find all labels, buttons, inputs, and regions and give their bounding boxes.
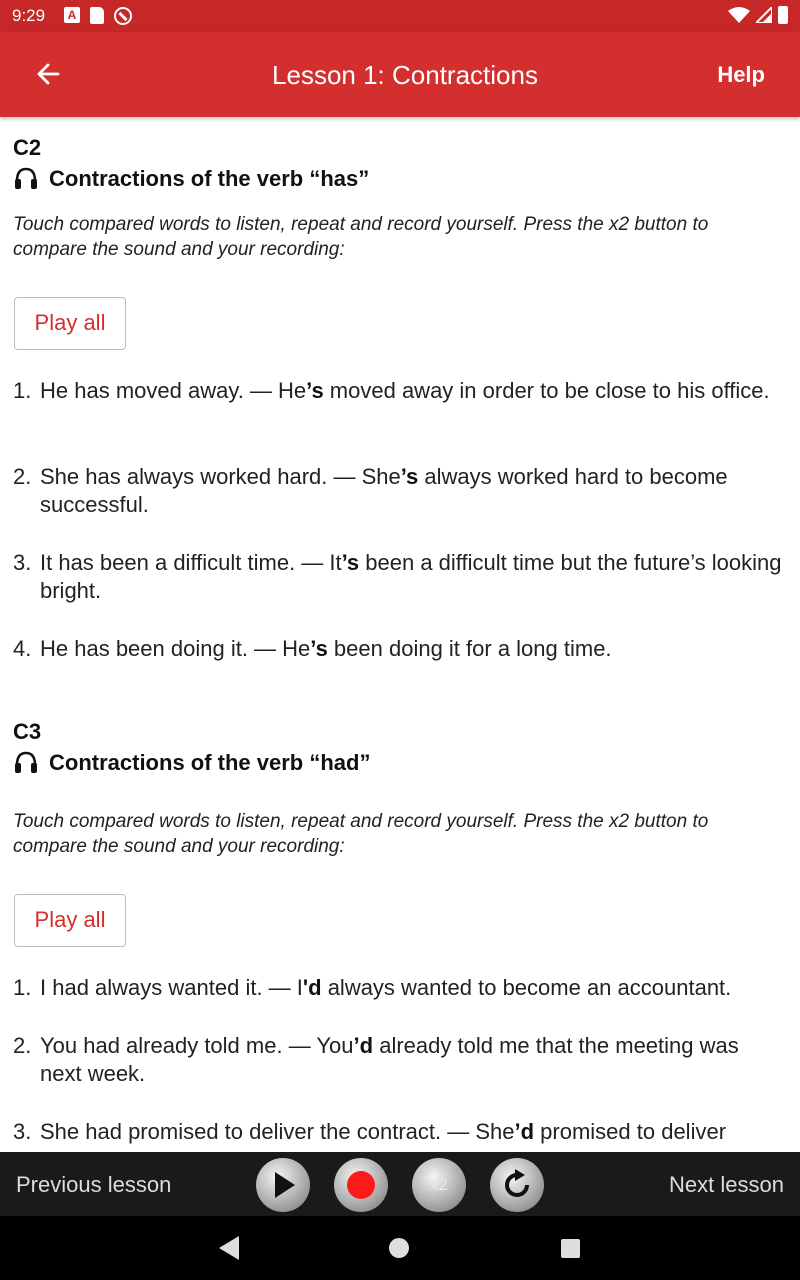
item-number: 1. (13, 975, 32, 1000)
item-text: It has been a difficult time. — It (40, 550, 342, 575)
headphones-icon (13, 166, 39, 192)
item-number: 1. (13, 378, 32, 403)
system-icons (728, 6, 788, 24)
contraction: ’d (353, 1033, 374, 1058)
wifi-icon (728, 7, 750, 23)
nav-home-icon[interactable] (389, 1238, 409, 1258)
list-item[interactable] (13, 549, 783, 605)
x2-icon: x2 (430, 1175, 448, 1194)
list-item[interactable] (13, 463, 783, 519)
lesson-content[interactable] (0, 117, 800, 1152)
item-text: She has always worked hard. — She (40, 464, 401, 489)
play-all-button[interactable]: Play all (14, 297, 126, 350)
play-button[interactable] (256, 1158, 310, 1212)
item-text: moved away in order to be close to his office. (323, 378, 770, 403)
player-bar (0, 1152, 800, 1216)
nav-recents-icon[interactable] (561, 1239, 580, 1258)
play-icon (269, 1170, 297, 1200)
item-number: 2. (13, 464, 32, 489)
item-number: 2. (13, 1033, 32, 1058)
item-text: He has been doing it. — He (40, 636, 311, 661)
record-icon (347, 1171, 375, 1199)
replay-icon (499, 1167, 535, 1203)
section-title: Contractions of the verb “has” (49, 166, 370, 191)
status-time: 9:29 (12, 6, 46, 25)
nav-back-icon[interactable] (219, 1236, 239, 1260)
headphones-icon (13, 750, 39, 776)
contraction: ’s (341, 550, 360, 575)
contraction: 'd (302, 975, 322, 1000)
item-text: always worked hard to become successful. (40, 464, 728, 517)
item-text: already told me that the meeting was next week. (40, 1033, 739, 1086)
section-title: Contractions of the verb “had” (49, 750, 371, 775)
list-item[interactable] (13, 1032, 783, 1088)
list-item[interactable] (13, 635, 783, 663)
contraction: ’s (310, 636, 328, 661)
play-all-button[interactable]: Play all (14, 894, 126, 947)
record-button[interactable] (334, 1158, 388, 1212)
item-number: 4. (13, 636, 32, 661)
page-title: Lesson 1: Contractions (272, 60, 538, 90)
app-bar (0, 32, 800, 117)
instruction-text: Touch compared words to listen, repeat and record yourself. Press the x2 button to compare the sound and your recording: (13, 214, 709, 260)
item-text: I had always wanted it. — I (40, 975, 303, 1000)
item-text: You had already told me. — You (40, 1033, 354, 1058)
a-notification-icon: A (64, 7, 80, 23)
battery-icon (778, 6, 788, 24)
item-text: promised to deliver (534, 1119, 727, 1144)
item-text: She had promised to deliver the contract. — She (40, 1119, 515, 1144)
section-code: C2 (13, 135, 42, 160)
help-button[interactable]: Help (717, 62, 765, 87)
section-heading (13, 750, 370, 776)
section-code: C3 (13, 719, 42, 744)
list-item[interactable] (13, 377, 783, 405)
next-lesson-button[interactable]: Next lesson (669, 1172, 784, 1197)
section-heading (13, 166, 369, 192)
signal-icon (756, 7, 772, 23)
item-text: always wanted to become an accountant. (321, 975, 732, 1000)
item-text: He has moved away. — He (40, 378, 307, 403)
item-text: been a difficult time but the future’s looking bright. (40, 550, 782, 603)
contraction: ’s (306, 378, 324, 403)
system-nav-bar (0, 1216, 800, 1280)
item-number: 3. (13, 550, 32, 575)
item-number: 3. (13, 1119, 32, 1144)
item-text: been doing it for a long time. (327, 636, 612, 661)
instruction-text: Touch compared words to listen, repeat and record yourself. Press the x2 button to compare the sound and your recording: (13, 811, 709, 857)
do-not-disturb-icon (114, 7, 132, 25)
notification-icons (64, 7, 132, 25)
sd-card-icon (90, 7, 104, 24)
previous-lesson-button[interactable]: Previous lesson (16, 1172, 172, 1197)
status-bar (0, 0, 800, 32)
replay-button[interactable] (490, 1158, 544, 1212)
list-item[interactable] (13, 974, 783, 1002)
list-item[interactable] (13, 1118, 783, 1146)
contraction: ’d (514, 1119, 535, 1144)
compare-x2-button[interactable] (412, 1158, 466, 1212)
contraction: ’s (400, 464, 419, 489)
